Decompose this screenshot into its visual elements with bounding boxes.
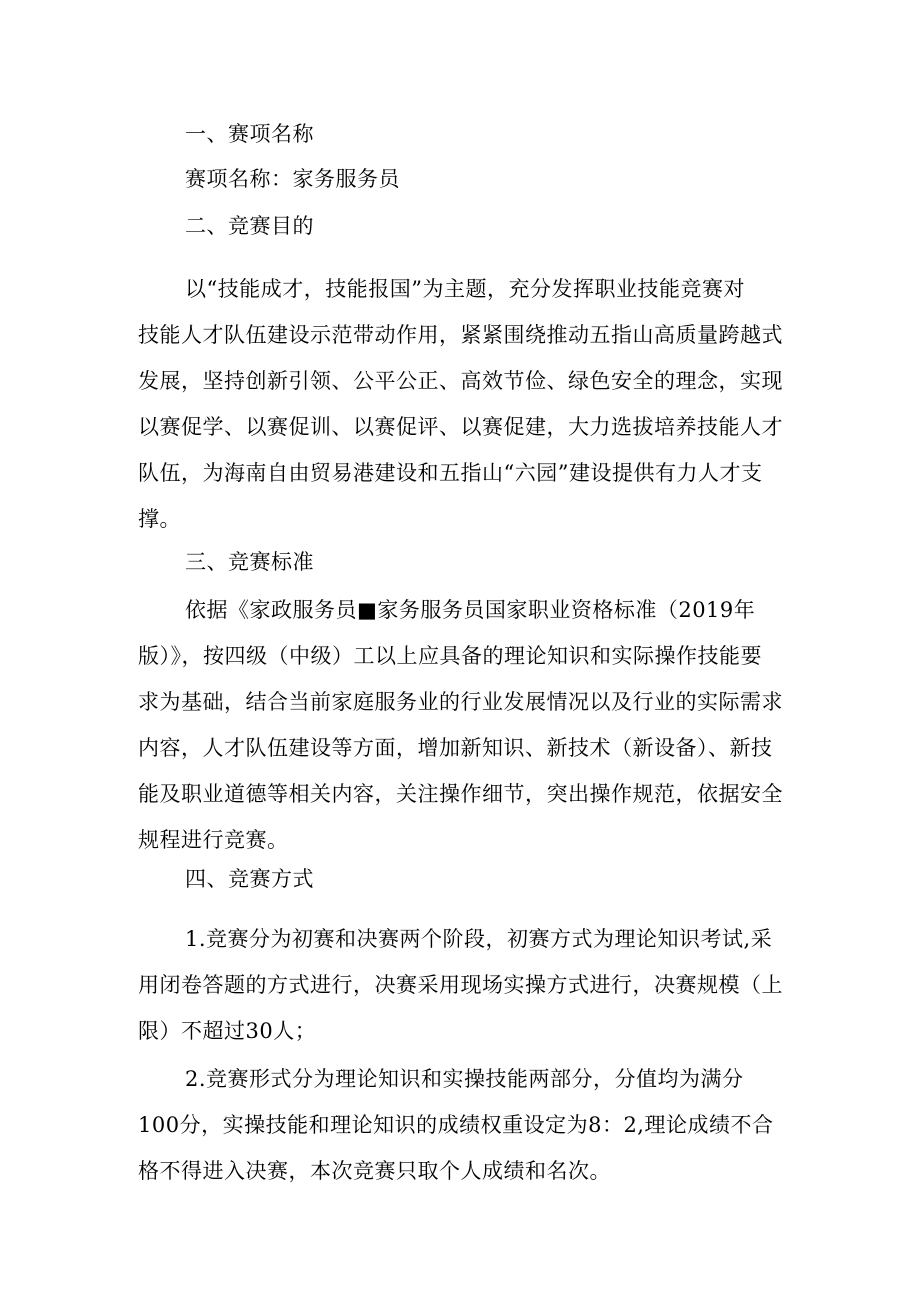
purpose-line: 撑。 xyxy=(138,507,181,531)
standard-line: 能及职业道德等相关内容，关注操作细节，突出操作规范，依据安全 xyxy=(138,782,783,806)
standard-line: 规程进行竞赛。 xyxy=(138,828,289,852)
method-item-1-line: 用闭卷答题的方式进行，决赛采用现场实操方式进行，决赛规模（上 xyxy=(138,973,783,997)
purpose-line: 发展，坚持创新引领、公平公正、高效节俭、绿色安全的理念，实现 xyxy=(138,369,783,393)
section-heading-3: 三、竞赛标准 xyxy=(185,550,314,574)
method-item-2-line: 格不得进入决赛，本次竞赛只取个人成绩和名次。 xyxy=(138,1159,611,1183)
method-item-2-line: 100分，实操技能和理论知识的成绩权重设定为8：2,理论成绩不合 xyxy=(138,1113,774,1137)
purpose-line: 技能人才队伍建设示范带动作用，紧紧围绕推动五指山高质量跨越式 xyxy=(138,323,783,347)
method-item-1-line: 限）不超过30人； xyxy=(138,1019,317,1043)
standard-line: 内容，人才队伍建设等方面，增加新知识、新技术（新设备）、新技 xyxy=(138,736,773,760)
standard-line: 求为基础，结合当前家庭服务业的行业发展情况以及行业的实际需求 xyxy=(138,690,783,714)
purpose-line: 以赛促学、以赛促训、以赛促评、以赛促建，大力选拔培养技能人才 xyxy=(138,415,783,439)
method-item-2-line: 2.竞赛形式分为理论知识和实操技能两部分，分值均为满分 xyxy=(185,1067,744,1091)
section-heading-4: 四、竞赛方式 xyxy=(185,867,314,891)
standard-line: 版）》，按四级（中级）工以上应具备的理论知识和实际操作技能要 xyxy=(138,644,762,668)
purpose-line: 以“技能成才，技能报国”为主题，充分发挥职业技能竞赛对 xyxy=(185,277,745,301)
section-heading-1: 一、赛项名称 xyxy=(185,122,314,146)
standard-line: 依据《家政服务员■家务服务员国家职业资格标准（2019年 xyxy=(185,598,756,622)
event-name-text: 赛项名称：家务服务员 xyxy=(185,167,400,191)
section-heading-2: 二、竞赛目的 xyxy=(185,214,314,238)
purpose-line: 队伍，为海南自由贸易港建设和五指山“六园”建设提供有力人才支 xyxy=(138,461,763,485)
method-item-1-line: 1.竞赛分为初赛和决赛两个阶段，初赛方式为理论知识考试,采 xyxy=(185,927,773,951)
